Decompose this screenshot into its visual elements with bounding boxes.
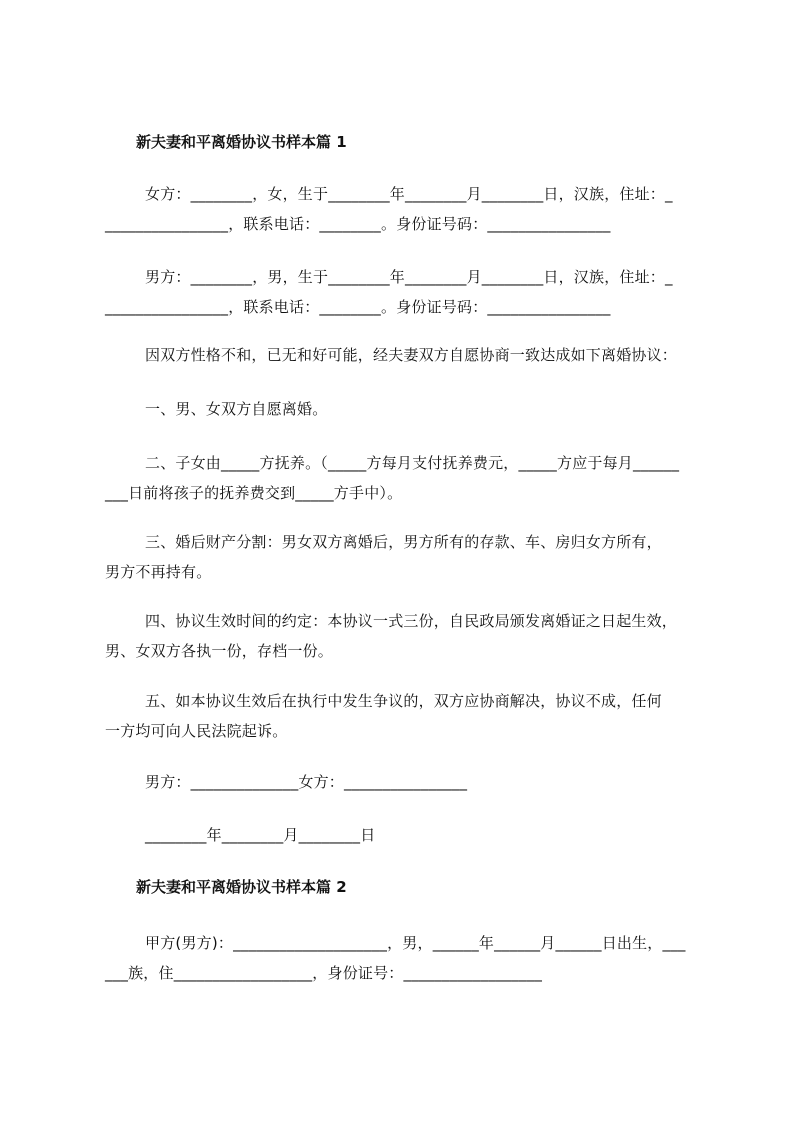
clause-5-paragraph <box>105 686 705 746</box>
signature-line: 男方：______________女方：________________ <box>145 773 468 791</box>
clause-4-line-1: 四、协议生效时间的约定：本协议一式三份，自民政局颁发离婚证之日起生效， <box>145 612 678 630</box>
clause-2-line-2: ___日前将孩子的抚养费交到_____方手中）。 <box>105 484 403 502</box>
clause-2-paragraph <box>105 448 705 508</box>
clause-5-line-2: 一方均可向人民法院起诉。 <box>105 722 288 740</box>
intro-line: 因双方性格不和，已无和好可能，经夫妻双方自愿协商一致达成如下离婚协议： <box>145 346 678 364</box>
party-a-line-1: 甲方(男方)：____________________，男，______年______月______日出生，___ <box>145 934 686 952</box>
intro-paragraph <box>105 340 705 370</box>
date-line: ________年________月________日 <box>145 826 376 844</box>
party-a-line-2: ___族，住__________________，身份证号：__________________ <box>105 964 543 982</box>
section-heading-1: 新夫妻和平离婚协议书样本篇 1 <box>136 133 347 151</box>
clause-3-line-2: 男方不再持有。 <box>105 563 212 581</box>
clause-3-paragraph <box>105 527 705 587</box>
clause-1-paragraph <box>105 394 705 424</box>
female-info-line-2: ________________，联系电话：________。身份证号码：________________ <box>105 215 611 233</box>
clause-1-line: 一、男、女双方自愿离婚。 <box>145 400 328 418</box>
clause-5-line-1: 五、如本协议生效后在执行中发生争议的，双方应协商解决，协议不成，任何 <box>145 692 662 710</box>
female-info-line-1: 女方：________，女，生于________年________月________日，汉族，住址：_ <box>145 185 673 203</box>
party-a-paragraph <box>105 928 705 988</box>
male-info-paragraph <box>105 262 705 322</box>
date-paragraph <box>105 820 705 850</box>
section-heading-2: 新夫妻和平离婚协议书样本篇 2 <box>136 878 347 896</box>
clause-4-line-2: 男、女双方各执一份，存档一份。 <box>105 642 334 660</box>
clause-3-line-1: 三、婚后财产分割：男女双方离婚后，男方所有的存款、车、房归女方所有， <box>145 533 662 551</box>
male-info-line-1: 男方：________，男，生于________年________月________日，汉族，住址：_ <box>145 268 673 286</box>
female-info-paragraph <box>105 179 705 239</box>
signature-paragraph <box>105 767 705 797</box>
male-info-line-2: ________________，联系电话：________。身份证号码：________________ <box>105 298 611 316</box>
clause-4-paragraph <box>105 606 705 666</box>
clause-2-line-1: 二、子女由_____方抚养。（_____方每月支付抚养费元，_____方应于每月______ <box>145 454 680 472</box>
